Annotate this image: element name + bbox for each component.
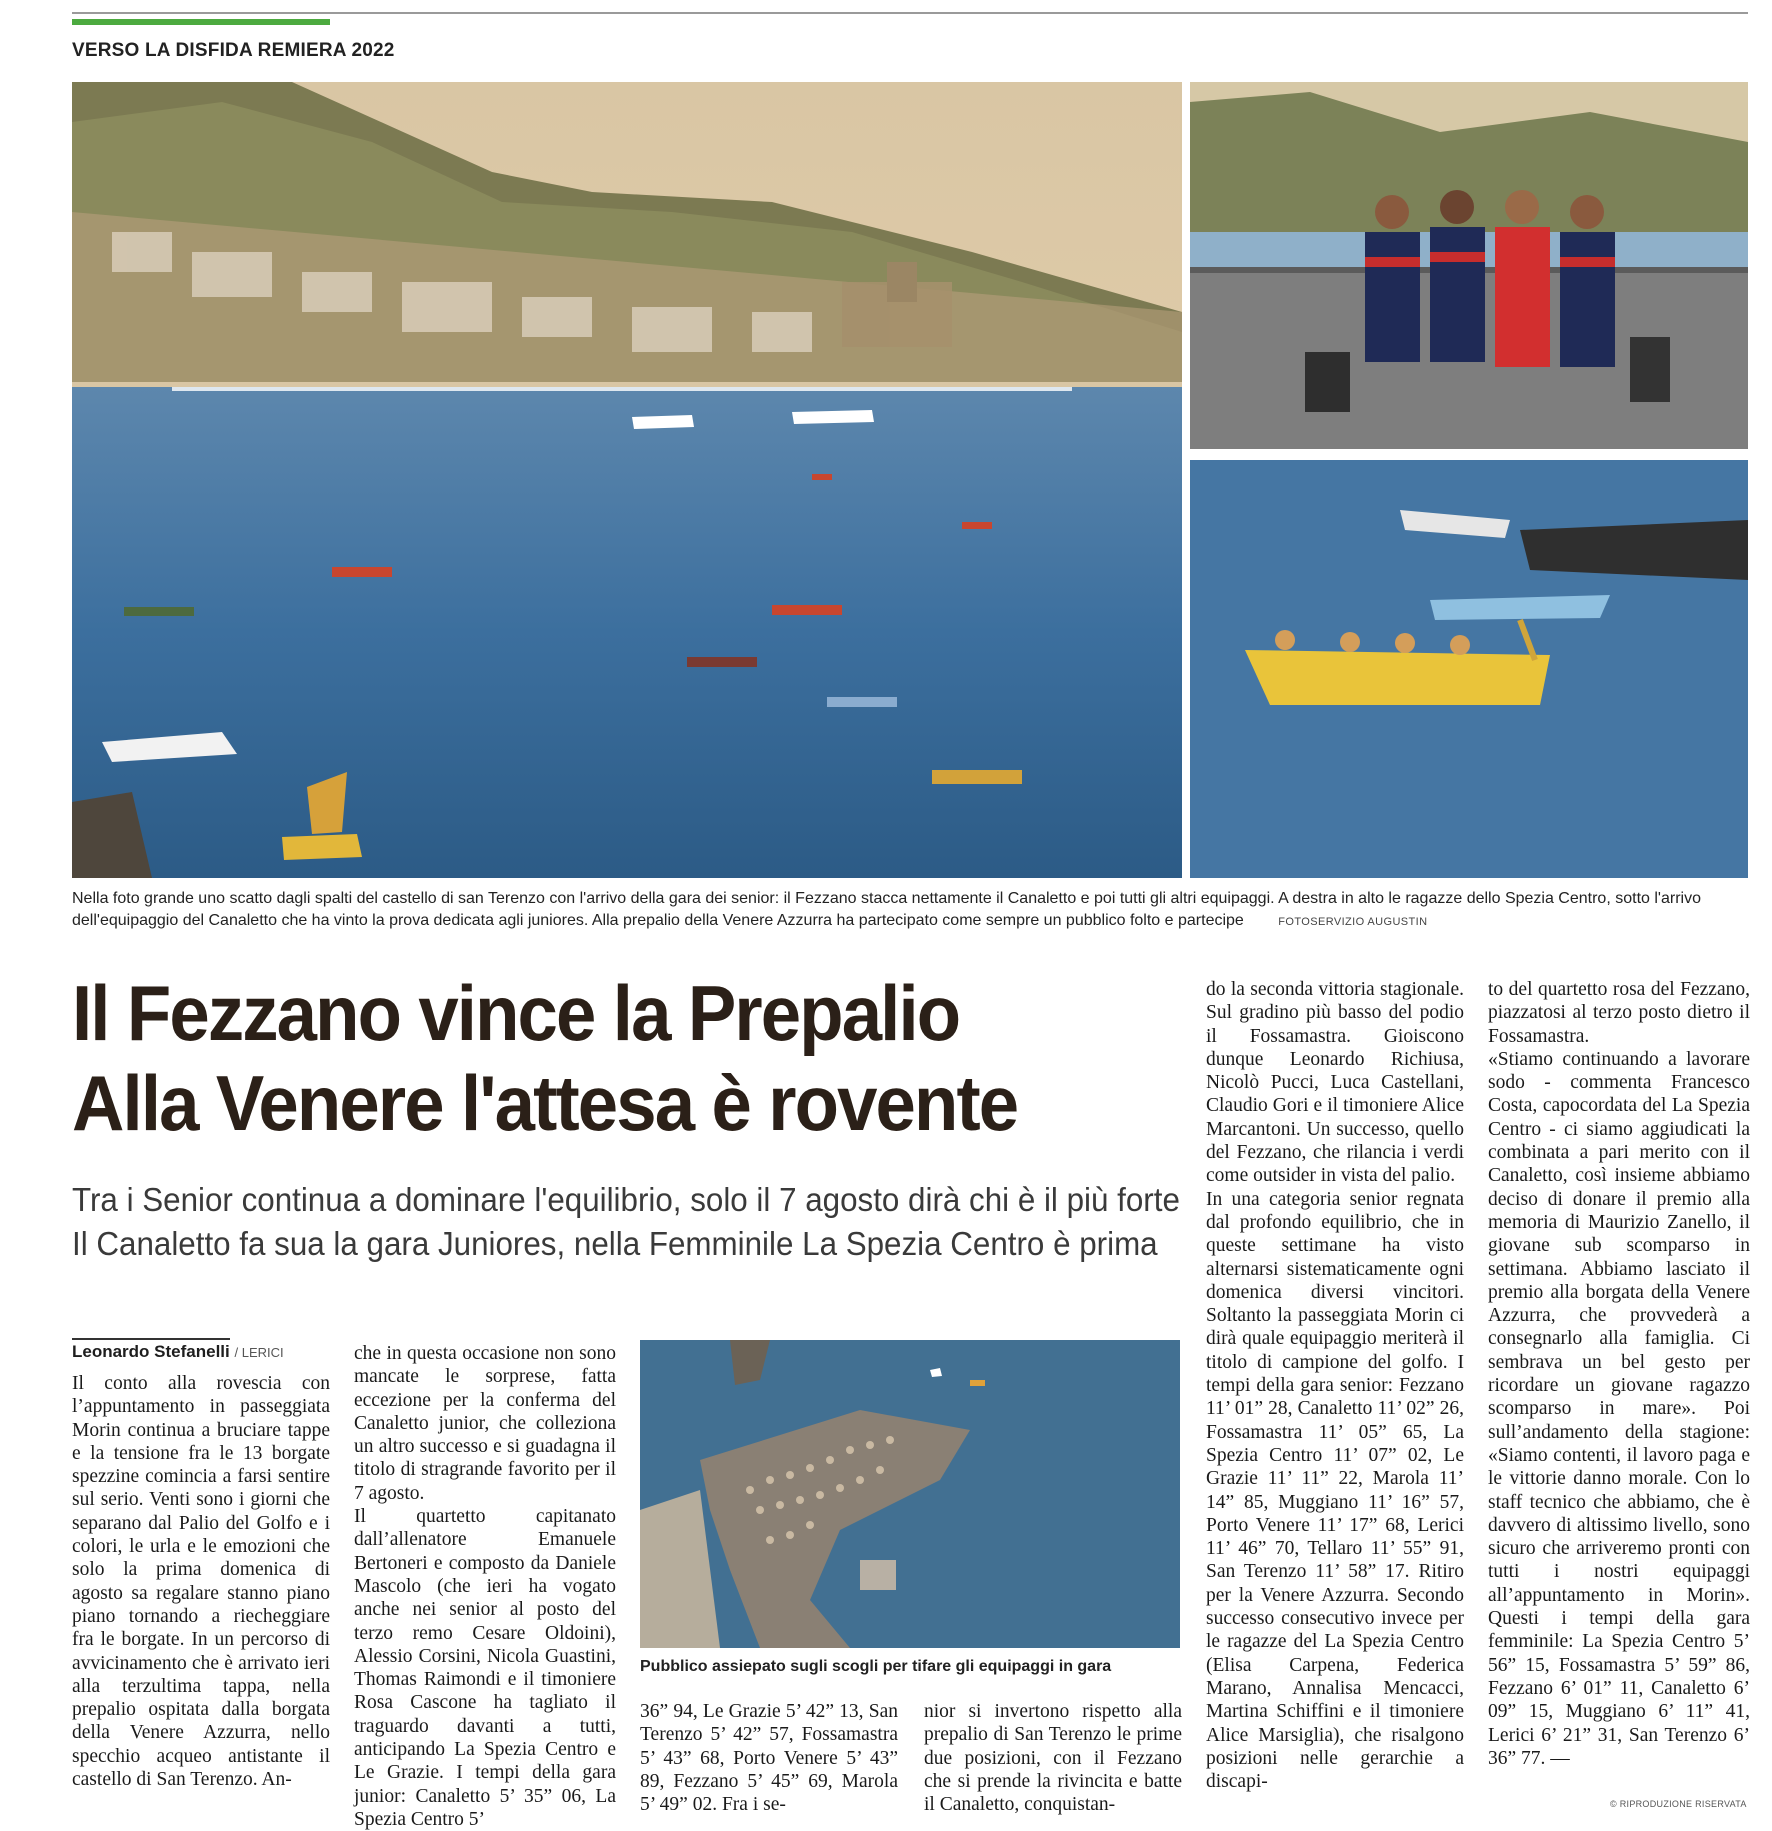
subheadline-line-1: Tra i Senior continua a dominare l'equilibrio, solo il 7 agosto dirà chi è il più forte [72, 1181, 1180, 1218]
headline-line-1: Il Fezzano vince la Prepalio [72, 969, 960, 1057]
article-column-6: to del quartetto rosa del Fezzano, piazzatosi al terzo posto dietro il Fossamastra. «Stiamo continuando a lavorare sodo - commenta Francesco Costa, capocordata del La Spezia Centro - ci siamo aggiudicati la combinata a pari merito con il Canaletto, così insieme abbiamo deciso di donare il premio alla memoria di Maurizio Zanello, il giovane sub scomparso in settimana. Abbiamo lasciato il premio alla borgata della Venere Azzurra, che provvederà a consegnarlo alla famiglia. Ci sembrava un bel gesto per ricordare un giovane ragazzo scomparso in mare». Poi sull’andamento della stagione: «Siamo contenti, il lavoro paga e le vittorie danno morale. Con lo staff tecnico che abbiamo, che è davvero di altissimo livello, sono sicuro che arriveremo pronti con tutti i nostri equipaggi all’appuntamento in Morin». Questi i tempi della gara femminile: La Spezia Centro 5’ 56” 15, Fossamastra 5’ 59” 86, Fezzano 6’ 01” 11, Canaletto 6’ 09” 15, Muggiano 6’ 11” 41, Lerici 6’ 21” 31, San Terenzo 6’ 36” 77. — [1488, 979, 1750, 1769]
main-photo [72, 82, 1182, 878]
article-column-1: Il conto alla rovescia con l’appuntamento in passeggiata Morin continua a bruciare tappe e la tensione fra le 13 borgate spezzine comincia a farsi sentire sul serio. Venti sono i giorni che separano dal Palio del Golfo e i colori, le urla e le emozioni che solo la prima domenica di agosto sa regalare stanno piano piano tornando a riecheggiare fra le borgate. In un percorso di avvicinamento che è arrivato ieri alla terzultima tappa, nella prepalio ospitata dalla borgata della Venere Azzurra, nello specchio acqueo antistante il castello di San Terenzo. An- [72, 1373, 330, 1791]
section-kicker: VERSO LA DISFIDA REMIERA 2022 [72, 40, 395, 61]
byline [72, 1342, 302, 1362]
article-column-2: che in questa occasione non sono mancate le sorprese, fatta eccezione per la conferma del Canaletto junior, che colleziona un altro successo e si guadagna il titolo di stragrande favorito per il 7 agosto. Il quartetto capitanato dall’allenatore Emanuele Bertoneri e composto da Daniele Mascolo (che ieri ha vogato anche nei senior al posto del terzo remo Cesare Oldoini), Alessio Corsini, Nicola Guastini, Thomas Raimondi e il timoniere Rosa Cascone ha tagliato il traguardo davanti a tutti, anticipando La Spezia Centro e Le Grazie. I tempi della gara junior: Canaletto 5’ 35” 06, La Spezia Centro 5’ [354, 1343, 616, 1830]
copyright-notice: © RIPRODUZIONE RISERVATA [1610, 1799, 1747, 1809]
subheadline [72, 1178, 1180, 1266]
article-column-3: 36” 94, Le Grazie 5’ 42” 13, San Terenzo 5’ 42” 57, Fossamastra 5’ 43” 68, Porto Venere 5’ 43” 89, Fezzano 5’ 45” 69, Marola 5’ 49” 02. Fra i se- [640, 1701, 898, 1816]
top-rule [72, 12, 1748, 14]
article-column-4: nior si invertono rispetto alla prepalio di San Terenzo le prime due posizioni, con il Fezzano che si prende la rivincita e batte il Canaletto, conquistan- [924, 1701, 1182, 1816]
crowd-photo [640, 1340, 1180, 1648]
canaletto-boat-photo [1190, 460, 1748, 878]
crowd-photo-caption: Pubblico assiepato sugli scogli per tifare gli equipaggi in gara [640, 1658, 1112, 1675]
author-name: Leonardo Stefanelli [72, 1338, 230, 1361]
headline [72, 968, 1123, 1148]
headline-line-2: Alla Venere l'attesa è rovente [72, 1059, 1018, 1147]
article-column-5: do la seconda vittoria stagionale. Sul gradino più basso del podio il Fossamastra. Gioiscono dunque Leonardo Richiusa, Nicolò Pucci, Luca Castellani, Claudio Gori e il timoniere Alice Marcantoni. Un successo, quello del Fezzano, che rilancia i verdi come outsider in vista del palio. In una categoria senior regnata dal profondo equilibrio, che in queste settimane ha visto alternarsi sistematicamente ogni domenica diversi vincitori. Soltanto la passeggiata Morin ci dirà quale equipaggio meriterà il titolo di campione del golfo. I tempi della gara senior: Fezzano 11’ 01” 28, Canaletto 11’ 02” 26, Fossamastra 11’ 05” 65, La Spezia Centro 11’ 07” 02, Le Grazie 11’ 11” 22, Marola 11’ 14” 85, Muggiano 11’ 16” 57, Porto Venere 11’ 17” 68, Lerici 11’ 46” 70, Tellaro 11’ 55” 91, San Terenzo 11’ 58” 17. Ritiro per la Venere Azzurra. Secondo successo consecutivo invece per le ragazze del La Spezia Centro (Elisa Carpena, Federica Marano, Annalisa Mencacci, Martina Schiffini e il timoniere Alice Marsiglia), che risalgono posizioni nelle gerarchie a discapi- [1206, 979, 1464, 1793]
rowers-team-photo [1190, 82, 1748, 449]
subheadline-line-2: Il Canaletto fa sua la gara Juniores, nella Femminile La Spezia Centro è prima [72, 1225, 1158, 1262]
section-accent-bar [72, 19, 330, 25]
dateline-location: / LERICI [234, 1345, 284, 1360]
main-caption-text: Nella foto grande uno scatto dagli spalti del castello di san Terenzo con l'arrivo della gara dei senior: il Fezzano stacca nettamente il Canaletto e poi tutti gli altri equipaggi. A destra in alto le ragazze dello Spezia Centro, sotto l'arrivo dell'equipaggio del Canaletto che ha vinto la prova dedicata agli juniores. Alla prepalio della Venere Azzurra ha partecipato come sempre un pubblico folto e partecipe [72, 890, 1701, 929]
main-photo-caption [72, 888, 1736, 933]
photo-credit: FOTOSERVIZIO AUGUSTIN [1278, 916, 1428, 928]
